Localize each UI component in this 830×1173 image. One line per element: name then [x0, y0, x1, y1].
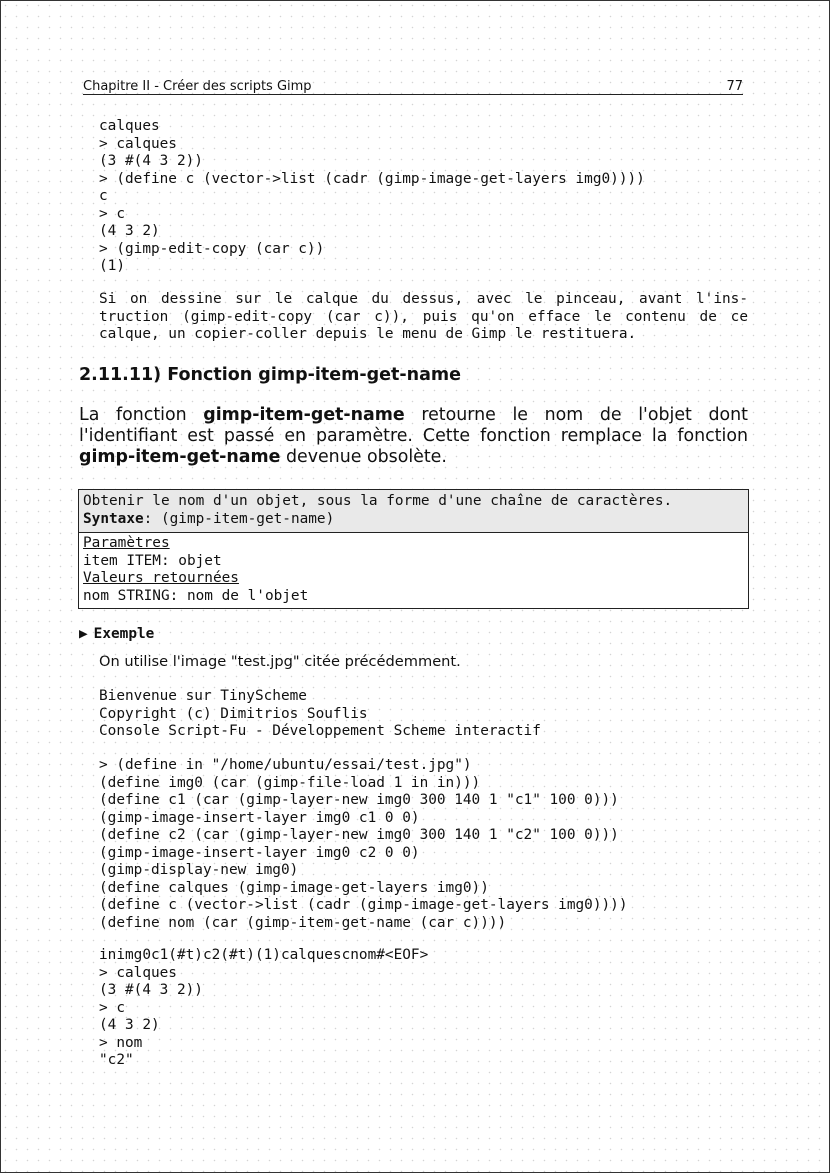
syntax-description: Obtenir le nom d'un objet, sous la forme d'une chaîne de caractères.: [83, 493, 673, 509]
example-heading: [79, 625, 154, 643]
example-intro: On utilise l'image "test.jpg" citée précédemment.: [99, 653, 461, 670]
chapter-title: Chapitre II - Créer des scripts Gimp: [83, 79, 312, 94]
params-label: Paramètres: [83, 535, 170, 551]
code-block-input: > (define in "/home/ubuntu/essai/test.jpg") (define img0 (car (gimp-file-load 1 in in))) (define c1 (car (gimp-layer-new img0 300 140 1 "c1" 100 0))) (gimp-image-insert-layer img0 c1 0 0) (define c2 (car (gimp-layer-new img0 300 140 1 "c2" 100 0))) (gimp-image-insert-layer img0 c2 0 0) (gimp-display-new img0) (define calques (gimp-image-get-layers img0)) (define c (vector->list (cadr (gimp-image-get-layers img0)))) (define nom (car (gimp-item-get-name (car c)))): [99, 757, 628, 931]
section-description: [79, 405, 748, 468]
para-text: devenue obsolète.: [280, 447, 447, 467]
syntax-value: : (gimp-item-get-name): [143, 510, 335, 527]
para-text: retourne le nom de l'objet dont l'identifiant est passé en paramètre. Cette fonction remplace la fonction: [79, 405, 748, 446]
para-text: La fonction: [79, 405, 204, 425]
section-heading: 2.11.11) Fonction gimp-item-get-name: [79, 365, 461, 385]
triangle-bullet-icon: ▶: [79, 626, 88, 642]
syntax-label: Syntaxe: [83, 510, 144, 527]
syntax-box: [78, 489, 749, 609]
function-name: gimp-item-get-name: [203, 405, 405, 425]
returns-label: Valeurs retournées: [83, 570, 239, 586]
running-header: [83, 79, 743, 95]
page-number: 77: [726, 79, 743, 94]
code-block-output: inimg0c1(#t)c2(#t)(1)calquescnom#<EOF> > calques (3 #(4 3 2)) > c (4 3 2) > nom "c2": [99, 947, 429, 1068]
note-paragraph: Si on dessine sur le calque du dessus, avec le pinceau, avant l'ins-truction (gimp-edit-copy (car c)), puis qu'on efface le contenu de ce calque, un copier-coller depuis le menu de Gimp le restituera.: [99, 291, 748, 342]
function-name: gimp-item-get-name: [79, 447, 281, 467]
syntax-line: [83, 511, 744, 529]
code-block-calques: calques > calques (3 #(4 3 2)) > (define c (vector->list (cadr (gimp-image-get-layers img0)))) c > c (4 3 2) > (gimp-edit-copy (car c)) (1): [99, 118, 645, 274]
example-label: Exemple: [93, 626, 155, 642]
param-item: item ITEM: objet: [83, 552, 222, 569]
syntax-box-body: [79, 533, 748, 607]
return-item: nom STRING: nom de l'objet: [83, 587, 309, 604]
console-banner: Bienvenue sur TinyScheme Copyright (c) Dimitrios Souflis Console Script-Fu - Développement Scheme interactif: [99, 688, 541, 739]
syntax-box-header: [79, 490, 748, 533]
